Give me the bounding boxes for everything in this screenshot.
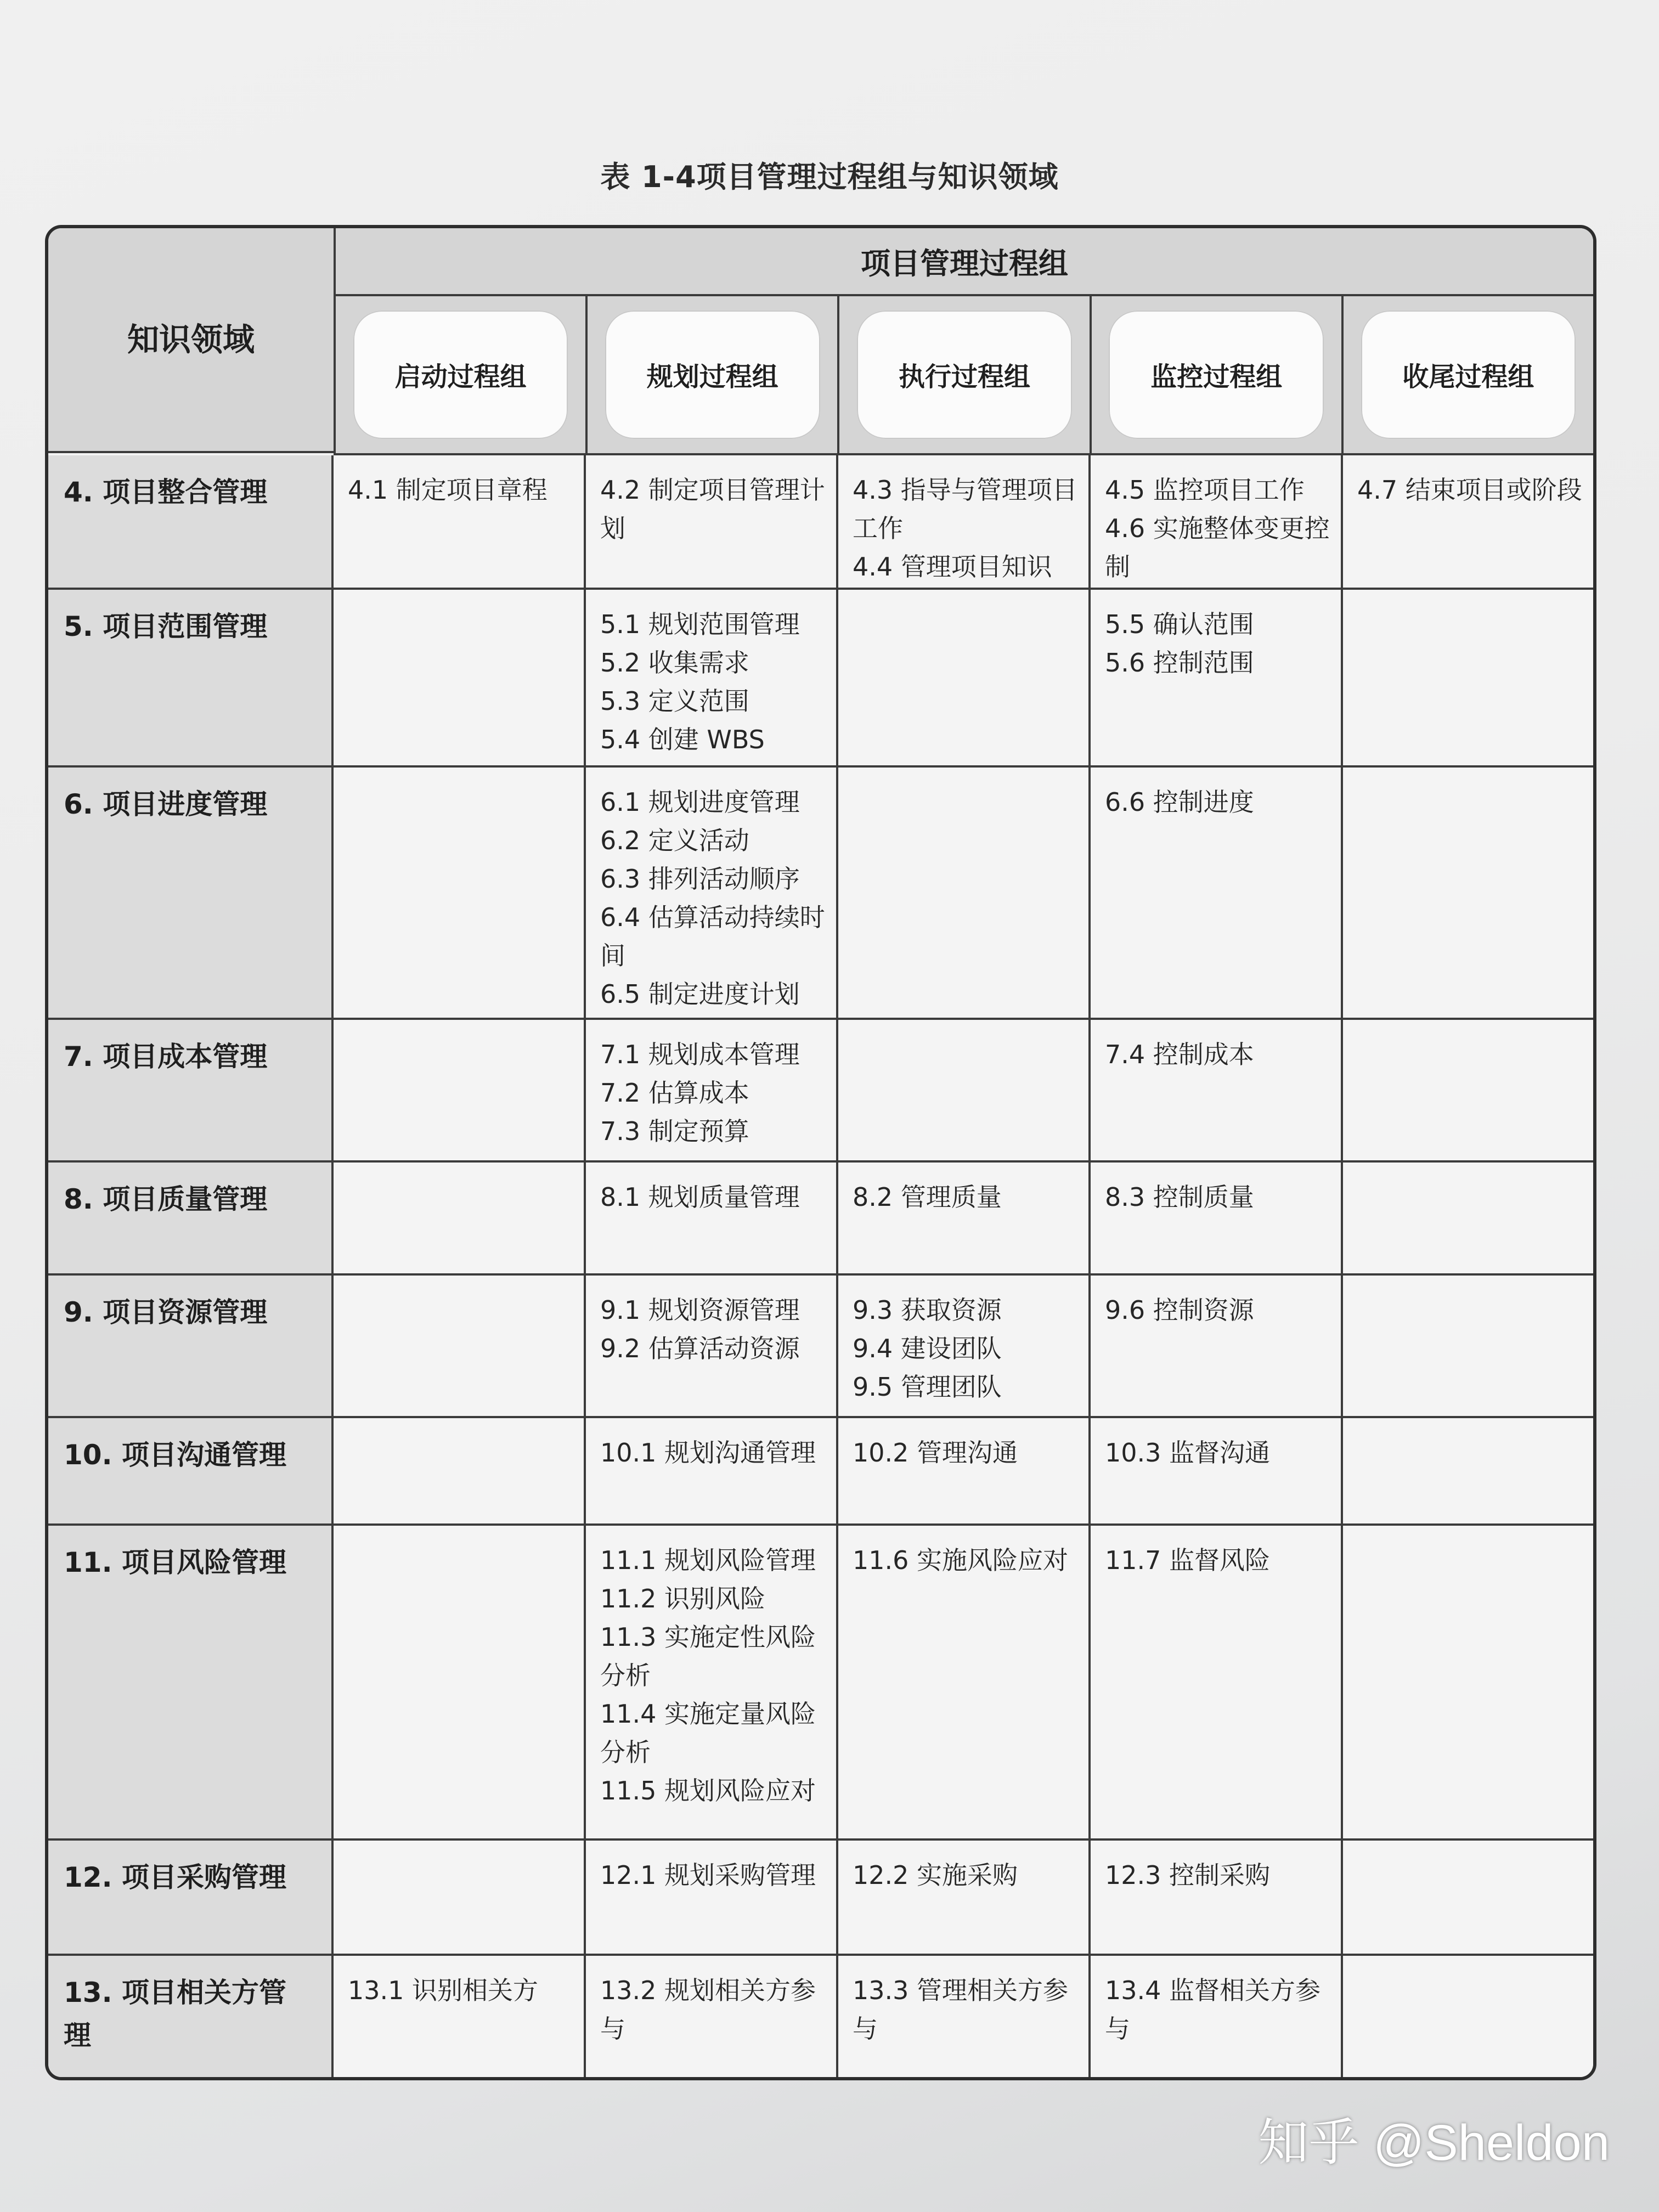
process-cell bbox=[1343, 768, 1593, 1018]
process-item: 4.1 制定项目章程 bbox=[348, 475, 548, 505]
process-cell bbox=[838, 455, 1091, 588]
process-item: 11.5 规划风险应对 bbox=[600, 1776, 816, 1806]
process-cell bbox=[1343, 455, 1593, 588]
process-item: 11.1 规划风险管理 bbox=[600, 1545, 816, 1576]
process-cell bbox=[334, 455, 586, 588]
process-cell bbox=[838, 1841, 1091, 1954]
process-item: 4.3 指导与管理项目工作 bbox=[853, 475, 1077, 543]
knowledge-area-label: 5. 项目范围管理 bbox=[64, 611, 268, 643]
process-item: 6.5 制定进度计划 bbox=[600, 979, 800, 1009]
process-cell bbox=[586, 1020, 838, 1160]
process-cell bbox=[1091, 1020, 1343, 1160]
process-cell bbox=[838, 590, 1091, 765]
process-item: 7.4 控制成本 bbox=[1105, 1040, 1254, 1070]
process-cell bbox=[334, 1418, 586, 1523]
column-header bbox=[839, 296, 1091, 453]
process-cell bbox=[334, 768, 586, 1018]
process-cell bbox=[838, 1956, 1091, 2077]
knowledge-area-cell bbox=[48, 590, 334, 765]
process-item: 6.3 排列活动顺序 bbox=[600, 864, 800, 894]
process-knowledge-table bbox=[45, 225, 1596, 2080]
knowledge-area-label: 4. 项目整合管理 bbox=[64, 476, 268, 508]
process-cell bbox=[1343, 1276, 1593, 1416]
table-title: 表 1-4项目管理过程组与知识领域 bbox=[600, 160, 1059, 194]
process-cell bbox=[838, 1276, 1091, 1416]
process-cell bbox=[1091, 1526, 1343, 1838]
process-item: 9.5 管理团队 bbox=[853, 1372, 1002, 1402]
table-row bbox=[48, 1841, 1593, 1956]
corner-header: 知识领域 bbox=[48, 228, 334, 453]
process-cell bbox=[1343, 1020, 1593, 1160]
process-cell bbox=[334, 1020, 586, 1160]
column-header bbox=[336, 296, 588, 453]
process-cell bbox=[334, 1841, 586, 1954]
knowledge-area-cell bbox=[48, 1526, 334, 1838]
process-cell bbox=[1343, 590, 1593, 765]
process-cell bbox=[1091, 1841, 1343, 1954]
process-item: 11.2 识别风险 bbox=[600, 1584, 766, 1614]
process-cell bbox=[334, 1956, 586, 2077]
knowledge-area-label: 9. 项目资源管理 bbox=[64, 1296, 268, 1329]
process-item: 13.4 监督相关方参与 bbox=[1105, 1976, 1321, 2044]
process-item: 11.6 实施风险应对 bbox=[853, 1545, 1069, 1576]
process-item: 7.3 制定预算 bbox=[600, 1116, 749, 1147]
process-cell bbox=[1091, 590, 1343, 765]
process-cell bbox=[838, 1418, 1091, 1523]
process-item: 7.2 估算成本 bbox=[600, 1078, 749, 1108]
knowledge-area-label: 13. 项目相关方管理 bbox=[64, 1977, 286, 2052]
watermark-text: 知乎 @Sheldon bbox=[1258, 2115, 1610, 2171]
knowledge-area-cell bbox=[48, 1956, 334, 2077]
process-item: 6.1 规划进度管理 bbox=[600, 787, 800, 817]
knowledge-area-cell bbox=[48, 1841, 334, 1954]
process-item: 12.3 控制采购 bbox=[1105, 1860, 1271, 1890]
process-cell bbox=[1343, 1841, 1593, 1954]
process-item: 4.2 制定项目管理计划 bbox=[600, 475, 825, 543]
process-item: 6.4 估算活动持续时间 bbox=[600, 902, 825, 970]
column-header-label: 执行过程组 bbox=[857, 311, 1071, 439]
process-item: 12.2 实施采购 bbox=[853, 1860, 1018, 1890]
knowledge-area-cell bbox=[48, 1163, 334, 1273]
table-row bbox=[48, 1276, 1593, 1418]
table-row bbox=[48, 768, 1593, 1020]
process-item: 8.1 规划质量管理 bbox=[600, 1182, 800, 1212]
process-item: 5.1 规划范围管理 bbox=[600, 610, 800, 640]
process-item: 11.7 监督风险 bbox=[1105, 1545, 1271, 1576]
process-item: 8.3 控制质量 bbox=[1105, 1182, 1254, 1212]
process-cell bbox=[1343, 1956, 1593, 2077]
process-item: 9.1 规划资源管理 bbox=[600, 1295, 800, 1325]
process-cell bbox=[838, 1526, 1091, 1838]
process-cell bbox=[586, 1956, 838, 2077]
column-header-label: 监控过程组 bbox=[1109, 311, 1323, 439]
process-cell bbox=[586, 455, 838, 588]
knowledge-area-label: 10. 项目沟通管理 bbox=[64, 1439, 286, 1471]
process-item: 13.2 规划相关方参与 bbox=[600, 1976, 816, 2044]
process-item: 11.4 实施定量风险分析 bbox=[600, 1699, 816, 1768]
process-item: 13.3 管理相关方参与 bbox=[853, 1976, 1069, 2044]
process-item: 5.6 控制范围 bbox=[1105, 648, 1254, 678]
column-headers bbox=[334, 296, 1593, 455]
process-cell bbox=[586, 768, 838, 1018]
process-item: 5.2 收集需求 bbox=[600, 648, 749, 678]
process-cell bbox=[586, 1418, 838, 1523]
process-cell bbox=[586, 1276, 838, 1416]
table-row bbox=[48, 590, 1593, 768]
process-item: 4.6 实施整体变更控制 bbox=[1105, 514, 1330, 582]
process-item: 6.2 定义活动 bbox=[600, 825, 749, 855]
process-item: 9.3 获取资源 bbox=[853, 1295, 1002, 1325]
table-row bbox=[48, 455, 1593, 590]
column-header-label: 启动过程组 bbox=[353, 311, 568, 439]
column-header bbox=[588, 296, 839, 453]
knowledge-area-cell bbox=[48, 455, 334, 588]
knowledge-area-cell bbox=[48, 1418, 334, 1523]
process-item: 13.1 识别相关方 bbox=[348, 1976, 539, 2006]
process-cell bbox=[586, 1526, 838, 1838]
process-cell bbox=[838, 1020, 1091, 1160]
table-row bbox=[48, 1526, 1593, 1841]
process-item: 9.4 建设团队 bbox=[853, 1334, 1002, 1364]
process-item: 5.5 确认范围 bbox=[1105, 610, 1254, 640]
process-item: 8.2 管理质量 bbox=[853, 1182, 1002, 1212]
process-cell bbox=[334, 1526, 586, 1838]
process-item: 5.4 创建 WBS bbox=[600, 725, 765, 755]
process-item: 9.2 估算活动资源 bbox=[600, 1334, 800, 1364]
knowledge-area-label: 6. 项目进度管理 bbox=[64, 788, 268, 820]
process-item: 10.1 规划沟通管理 bbox=[600, 1438, 816, 1468]
process-cell bbox=[586, 590, 838, 765]
process-item: 9.6 控制资源 bbox=[1105, 1295, 1254, 1325]
process-item: 4.4 管理项目知识 bbox=[853, 552, 1052, 582]
process-cell bbox=[1091, 768, 1343, 1018]
process-cell bbox=[1091, 1956, 1343, 2077]
process-item: 12.1 规划采购管理 bbox=[600, 1860, 816, 1890]
process-cell bbox=[1343, 1163, 1593, 1273]
column-header bbox=[1092, 296, 1344, 453]
process-cell bbox=[838, 1163, 1091, 1273]
process-cell bbox=[1091, 1163, 1343, 1273]
process-cell bbox=[334, 590, 586, 765]
table-row bbox=[48, 1020, 1593, 1163]
process-item: 4.7 结束项目或阶段 bbox=[1357, 475, 1582, 505]
process-cell bbox=[586, 1163, 838, 1273]
process-cell bbox=[1343, 1526, 1593, 1838]
process-item: 4.5 监控项目工作 bbox=[1105, 475, 1305, 505]
table-row bbox=[48, 1956, 1593, 2077]
knowledge-area-label: 11. 项目风险管理 bbox=[64, 1547, 286, 1579]
process-item: 10.2 管理沟通 bbox=[853, 1438, 1018, 1468]
column-header-label: 收尾过程组 bbox=[1361, 311, 1576, 439]
knowledge-area-label: 7. 项目成本管理 bbox=[64, 1041, 268, 1073]
table-body bbox=[48, 455, 1593, 2077]
table-row bbox=[48, 1163, 1593, 1276]
process-cell bbox=[334, 1276, 586, 1416]
process-cell bbox=[1091, 1418, 1343, 1523]
process-cell bbox=[838, 768, 1091, 1018]
column-header bbox=[1344, 296, 1593, 453]
process-item: 11.3 实施定性风险分析 bbox=[600, 1622, 816, 1691]
column-header-label: 规划过程组 bbox=[605, 311, 820, 439]
process-cell bbox=[1343, 1418, 1593, 1523]
process-item: 5.3 定义范围 bbox=[600, 686, 749, 716]
process-item: 10.3 监督沟通 bbox=[1105, 1438, 1271, 1468]
process-item: 7.1 规划成本管理 bbox=[600, 1040, 800, 1070]
process-cell bbox=[1091, 1276, 1343, 1416]
knowledge-area-cell bbox=[48, 768, 334, 1018]
knowledge-area-label: 12. 项目采购管理 bbox=[64, 1861, 286, 1893]
table-row bbox=[48, 1418, 1593, 1526]
knowledge-area-cell bbox=[48, 1020, 334, 1160]
knowledge-area-cell bbox=[48, 1276, 334, 1416]
group-header: 项目管理过程组 bbox=[334, 228, 1593, 296]
process-cell bbox=[334, 1163, 586, 1273]
knowledge-area-label: 8. 项目质量管理 bbox=[64, 1183, 268, 1216]
process-cell bbox=[1091, 455, 1343, 588]
process-item: 6.6 控制进度 bbox=[1105, 787, 1254, 817]
process-cell bbox=[586, 1841, 838, 1954]
